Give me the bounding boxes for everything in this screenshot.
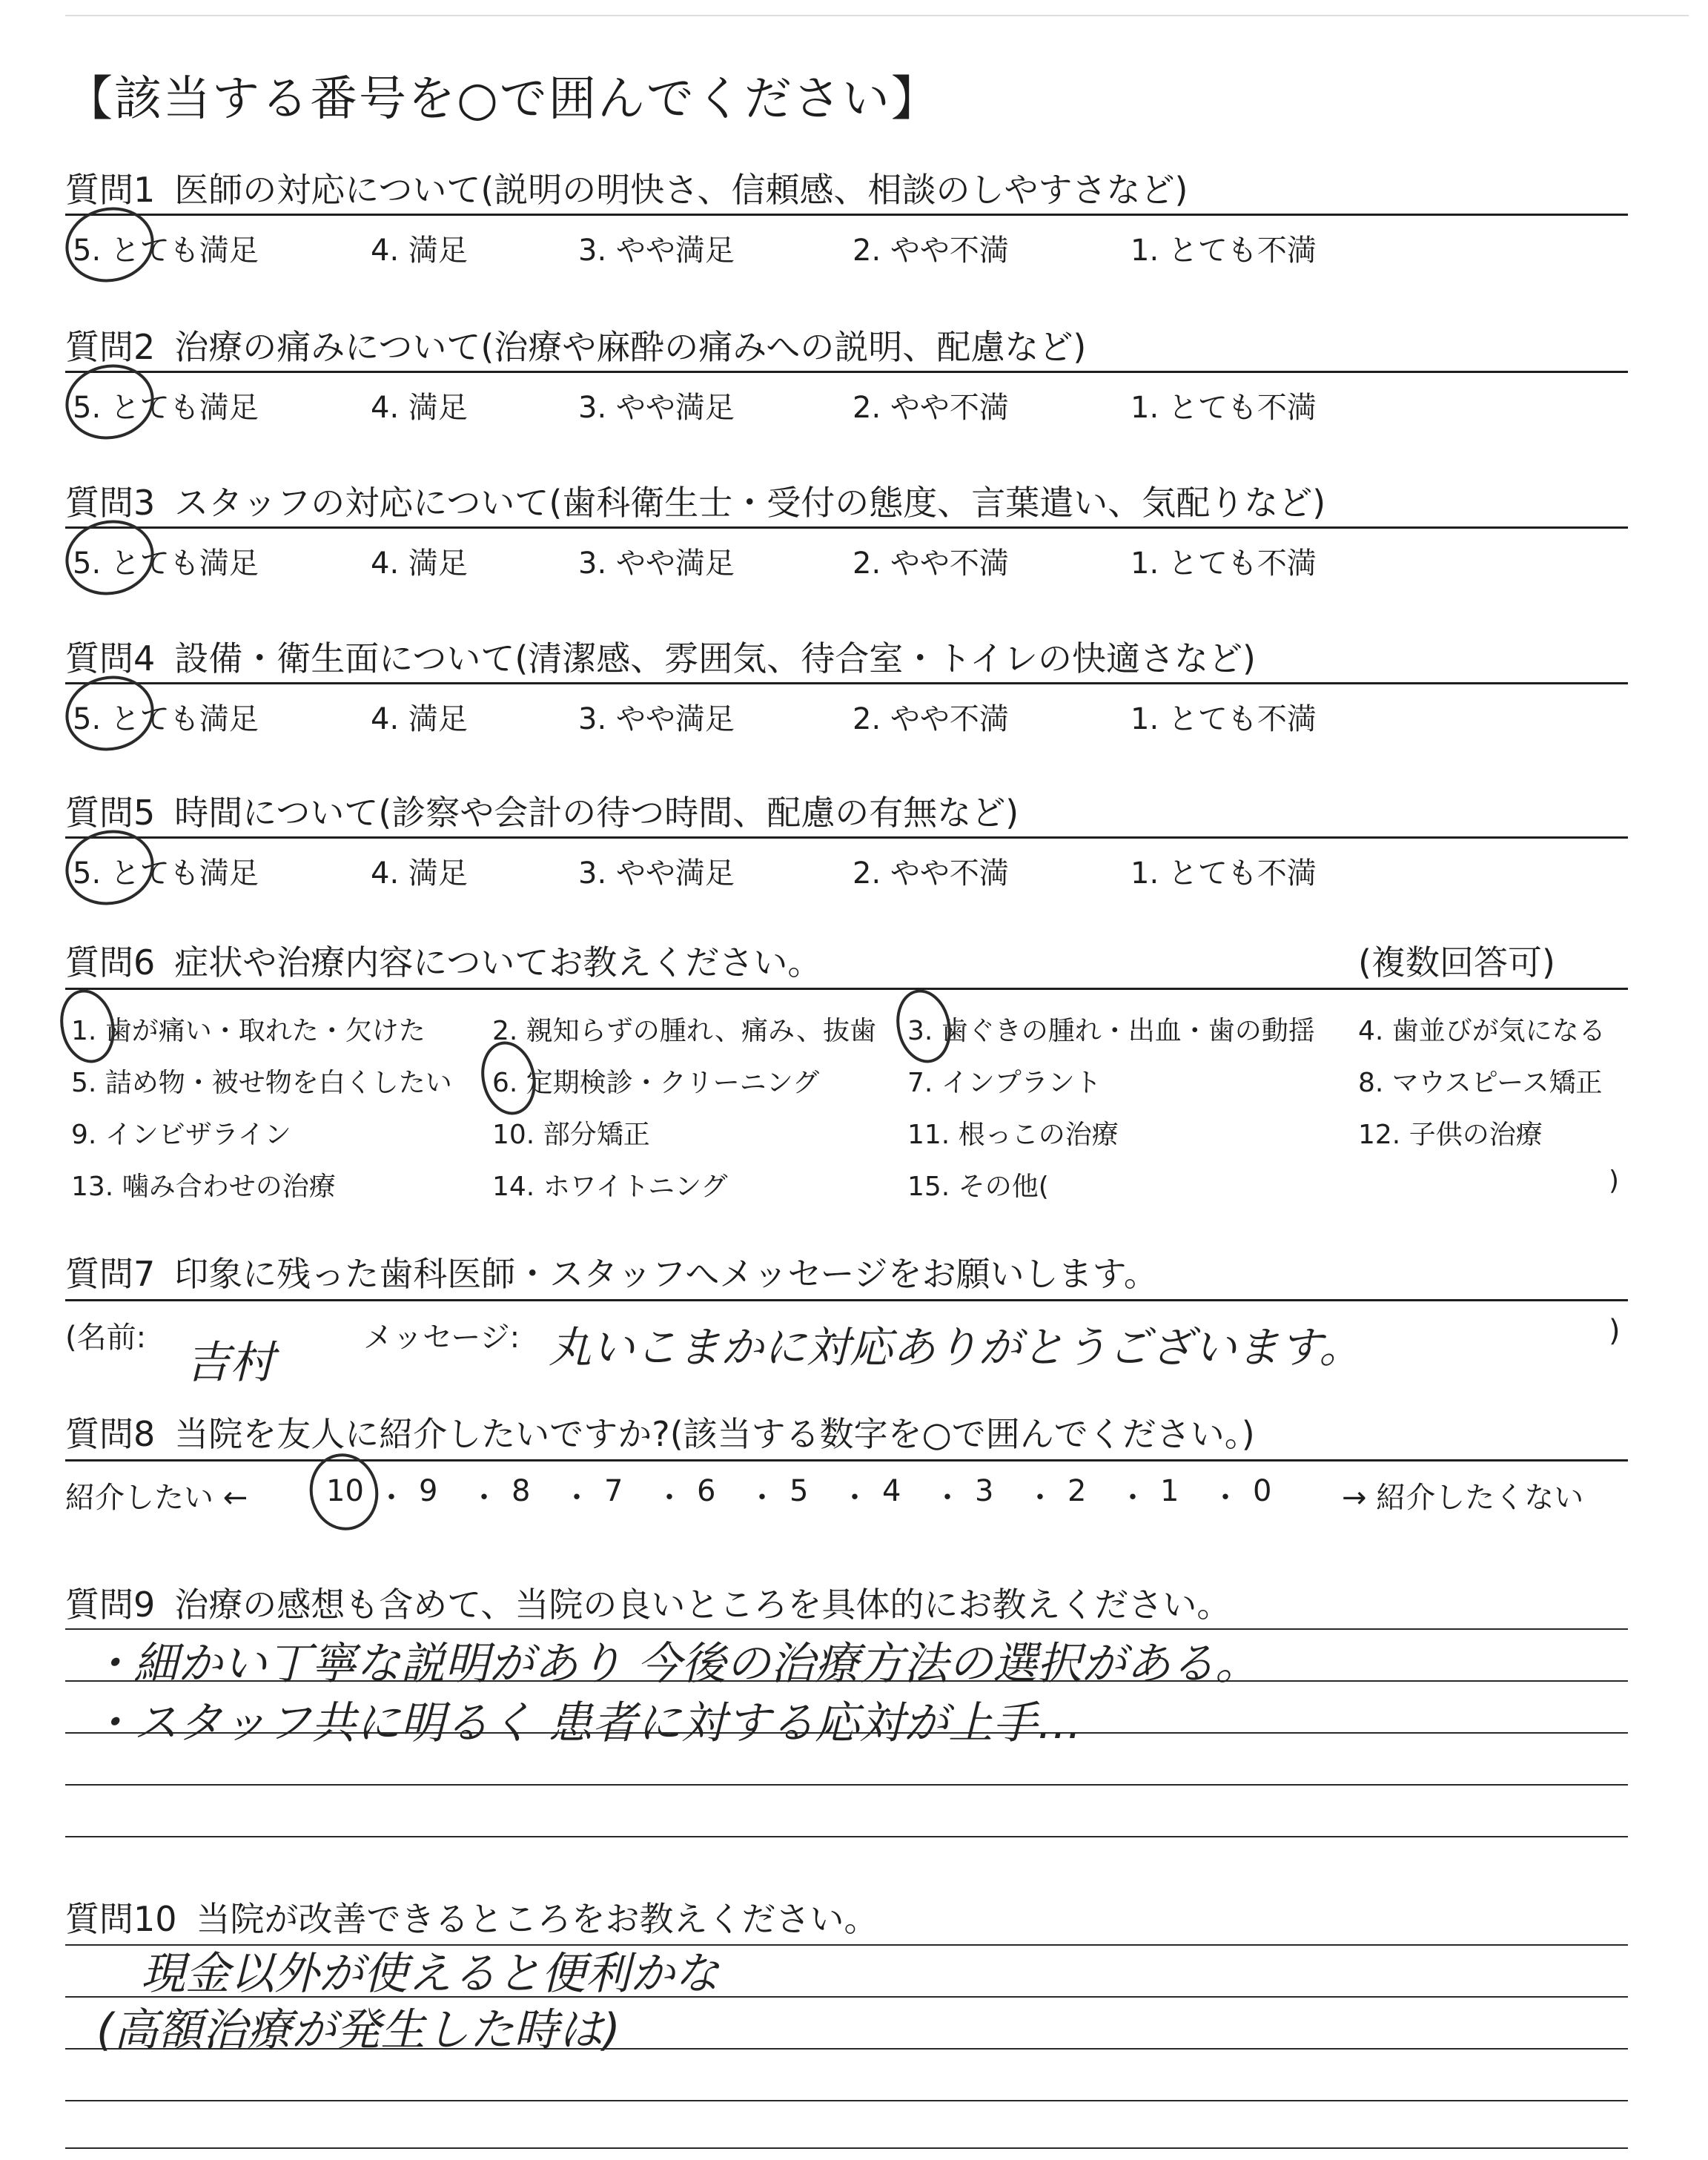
q8-scale-1[interactable]: 1 <box>1160 1474 1179 1508</box>
q8-scale-separator: ・ <box>1025 1481 1055 1515</box>
q5-number: 質問5 <box>65 793 156 833</box>
q8-scale-separator: ・ <box>840 1481 870 1515</box>
q7-name-label: (名前: <box>65 1321 147 1355</box>
q2-rule <box>65 371 1628 373</box>
q2-heading <box>65 320 1086 369</box>
q3-rule <box>65 526 1628 529</box>
q7-heading <box>65 1247 1158 1296</box>
form-title: 【該当する番号を○で囲んでください】 <box>65 72 940 127</box>
q5-text: 時間について(診察や会計の待つ時間、配慮の有無など) <box>174 793 1019 833</box>
q1-option-5[interactable]: 5. とても満足 <box>73 234 259 268</box>
q6-option-4[interactable]: 4. 歯並びが気になる <box>1358 1016 1606 1046</box>
q8-scale-2[interactable]: 2 <box>1068 1474 1087 1508</box>
q6-option-13[interactable]: 13. 噛み合わせの治療 <box>71 1172 336 1202</box>
q9-number: 質問9 <box>65 1585 156 1625</box>
q1-heading <box>65 163 1188 212</box>
q8-scale-separator: ・ <box>655 1481 684 1515</box>
q6-heading <box>65 936 821 985</box>
q1-rule <box>65 214 1628 216</box>
q5-option-2[interactable]: 2. やや不満 <box>853 856 1009 891</box>
q6-number: 質問6 <box>65 942 156 982</box>
q8-scale-separator: ・ <box>377 1481 406 1515</box>
q10-heading <box>65 1892 878 1941</box>
q6-text: 症状や治療内容についてお教えください。 <box>174 942 822 982</box>
q8-scale-6[interactable]: 6 <box>697 1474 716 1508</box>
q6-option-7[interactable]: 7. インプラント <box>907 1068 1102 1098</box>
q4-heading <box>65 632 1256 681</box>
q8-scale-3[interactable]: 3 <box>975 1474 994 1508</box>
q5-option-5[interactable]: 5. とても満足 <box>73 856 259 891</box>
q10-rule-4 <box>65 2100 1628 2101</box>
q3-option-2[interactable]: 2. やや不満 <box>853 546 1009 581</box>
q9-rule-4 <box>65 1784 1628 1786</box>
q8-scale-5[interactable]: 5 <box>790 1474 809 1508</box>
q1-option-3[interactable]: 3. やや満足 <box>578 234 735 268</box>
q3-text: スタッフの対応について(歯科衛生士・受付の態度、言葉遣い、気配りなど) <box>174 483 1326 523</box>
q8-number: 質問8 <box>65 1414 156 1454</box>
q2-option-1[interactable]: 1. とても不満 <box>1131 391 1317 425</box>
q2-option-2[interactable]: 2. やや不満 <box>853 391 1009 425</box>
q8-scale-separator: ・ <box>469 1481 499 1515</box>
q9-rule-5 <box>65 1836 1628 1837</box>
q5-rule <box>65 836 1628 839</box>
q7-message-value[interactable]: 丸いこまかに対応ありがとうございます。 <box>549 1322 1363 1373</box>
q4-option-5[interactable]: 5. とても満足 <box>73 702 259 736</box>
q2-number: 質問2 <box>65 327 156 367</box>
q5-option-3[interactable]: 3. やや満足 <box>578 856 735 891</box>
q6-option-9[interactable]: 9. インビザライン <box>71 1120 291 1150</box>
q6-option-6[interactable]: 6. 定期検診・クリーニング <box>492 1068 820 1098</box>
q1-option-1[interactable]: 1. とても不満 <box>1131 234 1317 268</box>
q2-option-3[interactable]: 3. やや満足 <box>578 391 735 425</box>
top-edge-line <box>65 15 1689 16</box>
q8-scale-0[interactable]: 0 <box>1253 1474 1272 1508</box>
q6-option-10[interactable]: 10. 部分矯正 <box>492 1120 650 1150</box>
q8-text: 当院を友人に紹介したいですか?(該当する数字を○で囲んでください。) <box>174 1414 1255 1454</box>
q8-scale-separator: ・ <box>933 1481 962 1515</box>
q8-right-label: → 紹介したくない <box>1342 1481 1584 1515</box>
q2-option-4[interactable]: 4. 満足 <box>371 391 468 425</box>
q2-text: 治療の痛みについて(治療や麻酔の痛みへの説明、配慮など) <box>174 327 1087 367</box>
q6-option-3[interactable]: 3. 歯ぐきの腫れ・出血・歯の動揺 <box>907 1016 1315 1046</box>
q2-option-5[interactable]: 5. とても満足 <box>73 391 259 425</box>
q7-number: 質問7 <box>65 1254 156 1294</box>
q1-text: 医師の対応について(説明の明快さ、信頼感、相談のしやすさなど) <box>174 170 1188 210</box>
q6-option-2[interactable]: 2. 親知らずの腫れ、痛み、抜歯 <box>492 1016 877 1046</box>
q10-answer-line-2[interactable]: (高額治療が発生した時は) <box>96 2004 620 2056</box>
q4-rule <box>65 682 1628 684</box>
q9-answer-line-2[interactable]: ・スタッフ共に明るく 患者に対する応対が上手… <box>89 1697 1082 1749</box>
q10-number: 質問10 <box>65 1899 177 1939</box>
q8-scale-separator: ・ <box>1211 1481 1240 1515</box>
q9-text: 治療の感想も含めて、当院の良いところを具体的にお教えください。 <box>174 1585 1231 1625</box>
q8-rule <box>65 1459 1628 1462</box>
q7-close-paren: ) <box>1609 1314 1621 1348</box>
q8-left-label: 紹介したい ← <box>65 1481 248 1515</box>
q1-number: 質問1 <box>65 170 156 210</box>
q6-option-14[interactable]: 14. ホワイトニング <box>492 1172 728 1202</box>
q8-scale-separator: ・ <box>1118 1481 1148 1515</box>
q7-text: 印象に残った歯科医師・スタッフへメッセージをお願いします。 <box>174 1254 1158 1294</box>
q3-option-4[interactable]: 4. 満足 <box>371 546 468 581</box>
q9-heading <box>65 1578 1231 1627</box>
q6-other-close-paren: ) <box>1609 1166 1620 1196</box>
q8-scale-separator: ・ <box>747 1481 777 1515</box>
q6-option-8[interactable]: 8. マウスピース矯正 <box>1358 1068 1603 1098</box>
q9-answer-line-1[interactable]: ・細かい丁寧な説明があり 今後の治療方法の選択がある。 <box>89 1638 1260 1690</box>
q5-heading <box>65 786 1019 835</box>
q8-scale-10[interactable]: 10 <box>326 1474 364 1508</box>
q3-number: 質問3 <box>65 483 156 523</box>
q7-rule <box>65 1299 1628 1301</box>
q6-option-5[interactable]: 5. 詰め物・被せ物を白くしたい <box>71 1068 452 1098</box>
q4-option-4[interactable]: 4. 満足 <box>371 702 468 736</box>
q8-scale-7[interactable]: 7 <box>604 1474 623 1508</box>
q3-heading <box>65 476 1325 525</box>
q10-rule-5 <box>65 2147 1628 2149</box>
q4-option-3[interactable]: 3. やや満足 <box>578 702 735 736</box>
q4-number: 質問4 <box>65 638 156 678</box>
q7-name-value[interactable]: 吉村 <box>185 1337 274 1389</box>
q4-text: 設備・衛生面について(清潔感、雰囲気、待合室・トイレの快適さなど) <box>174 638 1256 678</box>
q10-answer-line-1[interactable]: 現金以外が使えると便利かな <box>141 1948 719 2000</box>
q1-option-2[interactable]: 2. やや不満 <box>853 234 1009 268</box>
q3-option-5[interactable]: 5. とても満足 <box>73 546 259 581</box>
q7-message-label: メッセージ: <box>363 1321 520 1355</box>
q3-option-3[interactable]: 3. やや満足 <box>578 546 735 581</box>
q4-option-2[interactable]: 2. やや不満 <box>853 702 1009 736</box>
q5-option-1[interactable]: 1. とても不満 <box>1131 856 1317 891</box>
q6-option-12[interactable]: 12. 子供の治療 <box>1358 1120 1543 1150</box>
q8-scale-8[interactable]: 8 <box>512 1474 531 1508</box>
q6-rule <box>65 988 1628 990</box>
q8-scale-4[interactable]: 4 <box>882 1474 901 1508</box>
q5-option-4[interactable]: 4. 満足 <box>371 856 468 891</box>
q4-option-1[interactable]: 1. とても不満 <box>1131 702 1317 736</box>
q8-heading <box>65 1407 1255 1456</box>
q6-note: (複数回答可) <box>1358 942 1555 982</box>
q3-option-1[interactable]: 1. とても不満 <box>1131 546 1317 581</box>
q10-text: 当院が改善できるところをお教えください。 <box>196 1899 878 1939</box>
q8-scale-separator: ・ <box>562 1481 592 1515</box>
q6-option-1[interactable]: 1. 歯が痛い・取れた・欠けた <box>71 1016 426 1046</box>
q6-option-11[interactable]: 11. 根っこの治療 <box>907 1120 1119 1150</box>
q1-option-4[interactable]: 4. 満足 <box>371 234 468 268</box>
q6-option-15[interactable]: 15. その他( <box>907 1172 1049 1202</box>
q8-scale-9[interactable]: 9 <box>419 1474 438 1508</box>
